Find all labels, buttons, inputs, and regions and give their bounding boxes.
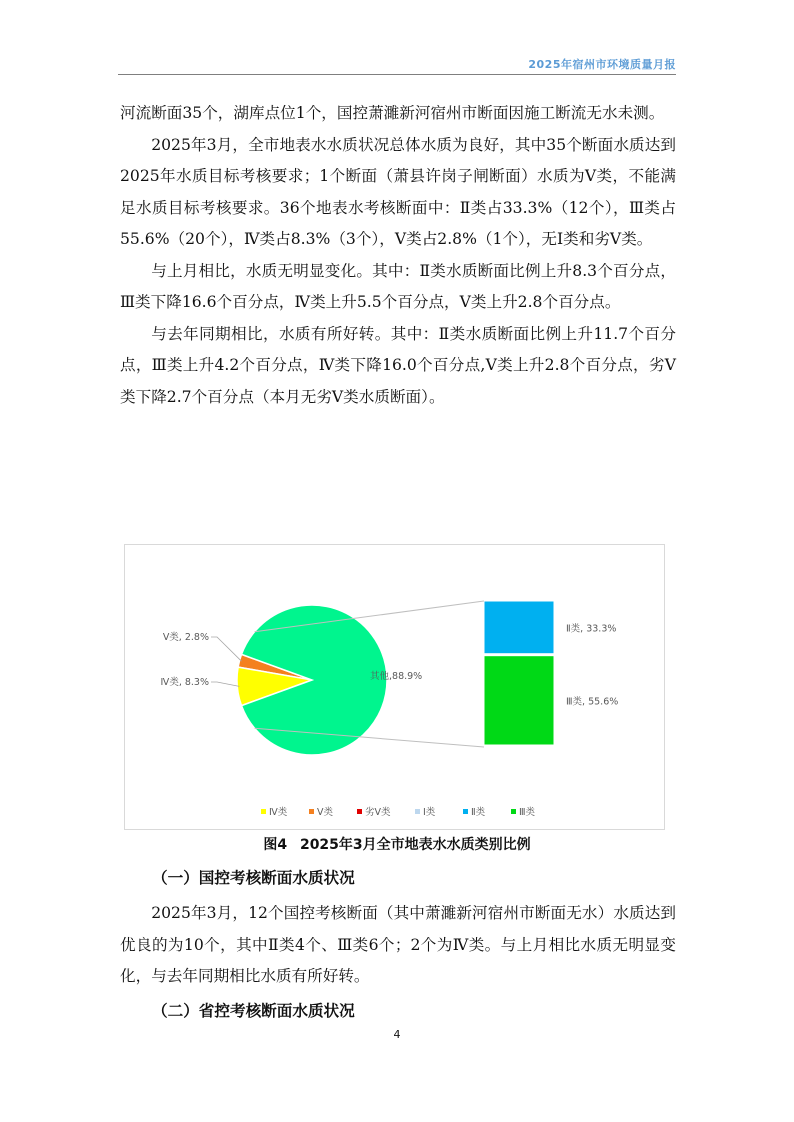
bar-segment [484, 656, 554, 745]
data-label: 其他,88.9% [370, 671, 423, 682]
body-text-bottom [120, 898, 676, 993]
paragraph: 与上月相比，水质无明显变化。其中：Ⅱ类水质断面比例上升8.3个百分点，Ⅲ类下降16.6个百分点，Ⅳ类上升5.5个百分点，Ⅴ类上升2.8个百分点。 [120, 261, 676, 311]
header-rule [118, 74, 676, 75]
paragraph: 2025年3月，12个国控考核断面（其中萧濉新河宿州市断面无水）水质达到优良的为10个，其中Ⅱ类4个、Ⅲ类6个；2个为Ⅳ类。与上月相比水质无明显变化，与去年同期相比水质有所好转。 [120, 904, 676, 985]
figure-title: 2025年3月全市地表水水质类别比例 [299, 837, 531, 853]
legend-swatch [463, 809, 468, 814]
body-text-top [120, 98, 676, 413]
data-label: Ⅴ类, 2.8% [162, 632, 209, 643]
legend-swatch [357, 809, 362, 814]
legend-swatch [309, 809, 314, 814]
legend-entry: 劣Ⅴ类 [365, 807, 391, 818]
pie-of-bar-chart [125, 545, 666, 831]
legend-swatch [415, 809, 420, 814]
legend-entry: Ⅴ类 [317, 807, 333, 818]
figure-number: 图4 [263, 837, 288, 853]
paragraph: 2025年3月，全市地表水水质状况总体水质为良好，其中35个断面水质达到2025年水质目标考核要求；1个断面（萧县许岗子闸断面）水质为Ⅴ类，不能满足水质目标考核要求。36个地表水考核断面中：Ⅱ类占33.3%（12个），Ⅲ类占55.6%（20个），Ⅳ类占8.3%（3个），Ⅴ类占2.8%（1个），无Ⅰ类和劣Ⅴ类。 [120, 135, 676, 248]
data-label: Ⅲ类, 55.6% [566, 696, 619, 708]
legend-swatch [261, 809, 266, 814]
leader-line [211, 682, 239, 686]
header-title: 2025年宿州市环境质量月报 [528, 58, 676, 71]
section-heading-national: （一）国控考核断面水质状况 [152, 869, 355, 887]
legend-entry: Ⅱ类 [471, 807, 486, 818]
leader-line [211, 637, 241, 661]
figure-caption [0, 834, 794, 854]
paragraph: 与去年同期相比，水质有所好转。其中：Ⅱ类水质断面比例上升11.7个百分点，Ⅲ类上升4.2个百分点，Ⅳ类下降16.0个百分点,Ⅴ类上升2.8个百分点，劣Ⅴ类下降2.7个百分点（本月无劣Ⅴ类水质断面）。 [120, 324, 676, 406]
chart-container [124, 544, 665, 830]
legend-entry: Ⅲ类 [519, 807, 536, 818]
legend-swatch [511, 809, 516, 814]
data-label: Ⅳ类, 8.3% [160, 677, 209, 688]
page-number: 4 [393, 1028, 401, 1041]
bar-segment [484, 601, 554, 654]
legend-entry: Ⅰ类 [423, 807, 436, 818]
legend-entry: Ⅳ类 [269, 807, 288, 818]
data-label: Ⅱ类, 33.3% [566, 623, 617, 635]
section-heading-provincial: （二）省控考核断面水质状况 [152, 1002, 355, 1020]
paragraph: 河流断面35个，湖库点位1个，国控萧濉新河宿州市断面因施工断流无水未测。 [120, 104, 665, 122]
